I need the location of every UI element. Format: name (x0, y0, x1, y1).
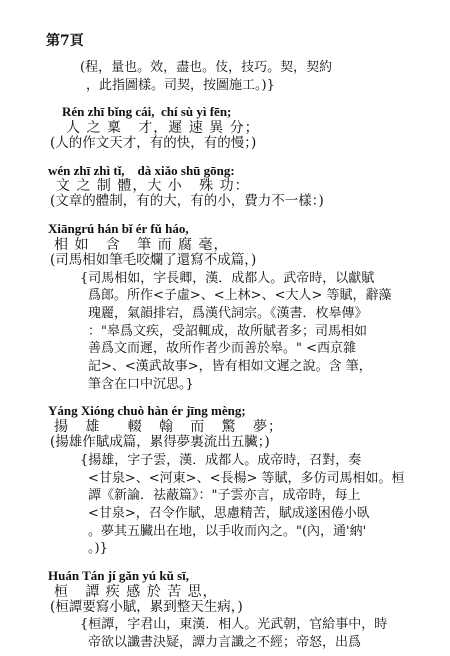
note-line: {揚雄，字子雲，漢．成都人。成帝時，召對，奏 (80, 453, 362, 468)
note-line: 。夢其五臟出在地，以手收而內之。"(內，通'納' (88, 524, 367, 539)
gloss-line: (人的作文天才，有的快，有的慢；) (50, 135, 257, 151)
note-line: {司馬相如，字長卿，漢．成都人。武帝時，以獻賦 (80, 271, 375, 286)
gloss-line: (文章的體制，有的大，有的小，費力不一樣：) (50, 193, 324, 209)
note-line: <甘泉>、<河東>、<長楊> 等賦，多仿司馬相如。桓 (88, 471, 405, 486)
note-line: 記>、<漢武故事>，皆有相如文遲之說。含 筆， (88, 359, 372, 374)
pinyin-line: wén zhī zhì tǐ, dà xiǎo shū gōng: (48, 163, 235, 178)
pinyin-line: Xiāngrú hán bǐ ér fǔ háo, (48, 221, 189, 236)
note-line: <甘泉>，召令作賦，思慮精苦，賦成遂困倦小臥 (88, 506, 370, 521)
verse-line: 相 如 含 筆 而 腐 毫， (54, 237, 229, 253)
verse-line: 人 之 稟 才，遲 速 異 分； (66, 120, 260, 136)
note-line: 譚《新論．祛蔽篇》："子雲亦言，成帝時，每上 (88, 488, 361, 503)
note-line: 筆含在口中沉思。} (88, 377, 194, 392)
note-line: (程，量也。效，盡也。伎，技巧。契，契約 (80, 60, 333, 75)
gloss-line: (司馬相如筆毛咬爛了還寫不成篇，) (50, 252, 257, 268)
verse-line: 揚 雄 輟 翰 而 驚 夢； (54, 419, 284, 435)
note-line: ，此指圖樣。司契，按圖施工。)} (86, 78, 275, 93)
pinyin-line: Yáng Xióng chuò hàn ér jīng mèng; (48, 403, 246, 418)
pinyin-line: Huán Tán jí gǎn yú kǔ sī, (48, 568, 190, 583)
verse-line: 桓 譚 疾 感 於 苦 思， (54, 584, 218, 600)
note-line: ："皋爲文疾，受詔輒成，故所賦者多；司馬相如 (88, 324, 367, 339)
note-line: 爲郎。所作<子虛>、<上林>、<大人> 等賦，辭藻 (88, 288, 392, 303)
note-line: 。)} (88, 541, 108, 556)
gloss-line: (揚雄作賦成篇，累得夢裏流出五臟；) (50, 434, 270, 450)
pinyin-line: Rén zhī bǐng cái, chí sù yì fēn; (62, 104, 232, 119)
verse-line: 文 之 制 體，大 小 殊 功： (56, 178, 250, 194)
note-line: {桓譚，字君山，東漢．相人。光武朝，官給事中，時 (80, 617, 388, 632)
gloss-line: (桓譚要寫小賦，累到整天生病，) (50, 599, 243, 615)
note-line: 瑰麗，氣韻排宕，爲漢代詞宗。《漢書．枚皋傳》 (88, 306, 368, 321)
note-line: 帝欲以讖書決疑，譚力言讖之不經；帝怒，出爲 (88, 635, 362, 650)
page-number: 第7頁 (46, 33, 84, 49)
note-line: 善爲文而遲，故所作者少而善於皋。" <西京雜 (88, 341, 357, 356)
